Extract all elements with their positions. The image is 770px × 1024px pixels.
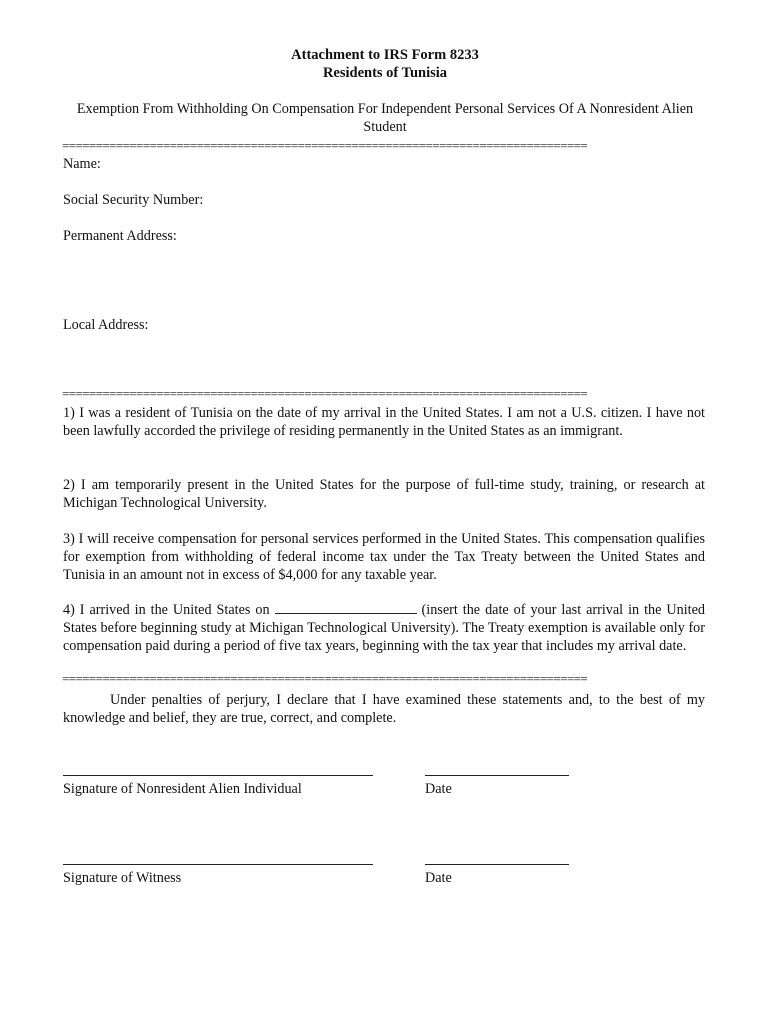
- separator-rule: ==============================================================================: [62, 389, 588, 399]
- statement-4-end: (insert the date of your last arrival in the United States before beginning study at Michigan Technological University). The Treaty exemption is available only for compensation paid during a period of five tax years, beginning with the tax year that includes my arrival date.: [63, 602, 706, 654]
- statement-1: 1) I was a resident of Tunisia on the date of my arrival in the United States. I am not a U.S. citizen. I have not been lawfully accorded the privilege of residing permanently in the United States as an immigrant.: [63, 405, 705, 439]
- form-description: Exemption From Withholding On Compensation For Independent Personal Services Of A Nonresident Alien Student: [76, 101, 694, 135]
- permanent-address-label: Permanent Address:: [63, 228, 177, 244]
- perjury-declaration: Under penalties of perjury, I declare that I have examined these statements and, to the best of my knowledge and belief, they are true, correct, and complete.: [63, 692, 705, 726]
- separator-rule: ==============================================================================: [62, 674, 588, 684]
- alien-signature-label: Signature of Nonresident Alien Individual: [63, 781, 302, 797]
- witness-signature-label: Signature of Witness: [63, 870, 182, 886]
- alien-date-label: Date: [425, 781, 452, 797]
- statement-3: 3) I will receive compensation for personal services performed in the United States. This compensation qualifies for exemption from withholding of federal income tax under the Tax Treaty between the United States and Tunisia in an amount not in excess of $4,000 for any taxable year.: [63, 531, 705, 583]
- statement-4: [63, 601, 705, 655]
- witness-date-line[interactable]: [425, 864, 569, 865]
- alien-signature-line[interactable]: [63, 775, 373, 776]
- form-title: Attachment to IRS Form 8233: [291, 47, 479, 63]
- form-subtitle-country: Residents of Tunisia: [322, 65, 448, 81]
- statement-2: 2) I am temporarily present in the United States for the purpose of full-time study, training, or research at Michigan Technological University.: [63, 477, 705, 511]
- statement-4-start: 4) I arrived in the United States on: [63, 602, 270, 618]
- alien-date-line[interactable]: [425, 775, 569, 776]
- local-address-label: Local Address:: [63, 317, 149, 333]
- name-label: Name:: [63, 156, 101, 172]
- ssn-label: Social Security Number:: [63, 192, 204, 208]
- witness-signature-line[interactable]: [63, 864, 373, 865]
- witness-date-label: Date: [425, 870, 452, 886]
- separator-rule: ==============================================================================: [62, 141, 588, 151]
- arrival-date-blank[interactable]: [275, 601, 417, 614]
